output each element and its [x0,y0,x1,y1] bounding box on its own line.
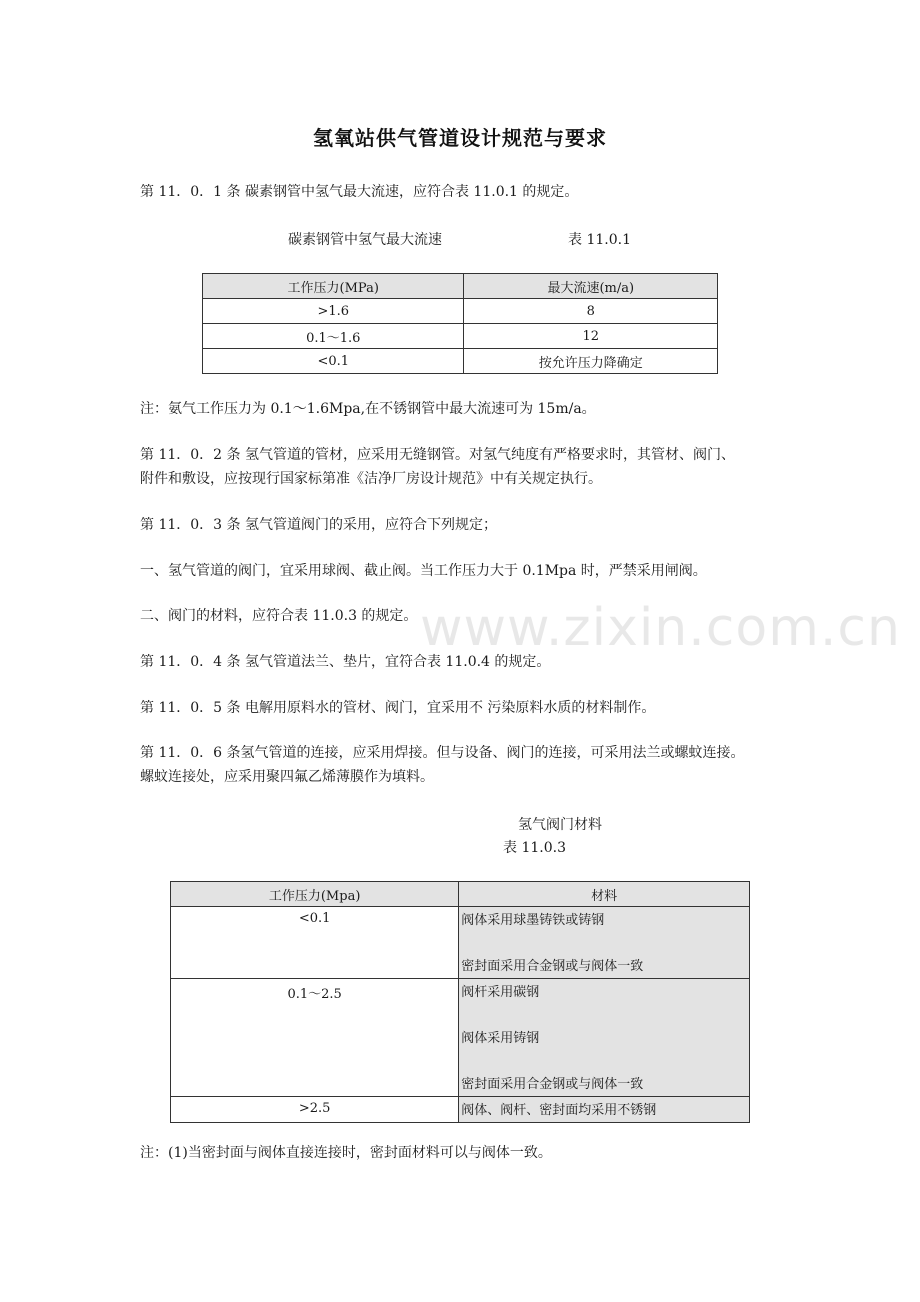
table-row [171,907,750,979]
clause-11-0-3-item-2: 二、阀门的材料，应符合表 11.0.3 的规定。 [140,608,418,624]
clause-11-0-6-line1: 第 11．0．6 条氢气管道的连接，应采用焊接。但与设备、阀门的连接，可采用法兰或螺蚊连接。 [140,745,745,761]
watermark: www.zixin.com.cn [420,598,901,658]
clause-11-0-3: 第 11．0．3 条 氢气管道阀门的采用，应符合下列规定； [140,517,497,533]
table1-number: 表 11.0.1 [568,232,631,248]
column-header: 工作压力(Mpa) [171,882,459,907]
note-2: 注：(1)当密封面与阀体直接连接时，密封面材料可以与阀体一致。 [140,1145,552,1161]
table1-caption: 碳素钢管中氢气最大流速 [288,232,442,248]
clause-11-0-6-line2: 螺蚊连接处，应采用聚四氟乙烯薄膜作为填料。 [140,769,434,785]
material-cell [459,1097,750,1123]
material-line: 密封面采用合金钢或与阀体一致 [461,959,644,974]
velocity-cell: 8 [464,299,718,324]
table-row [171,979,750,1097]
material-line: 阀体采用球墨铸铁或铸钢 [461,913,605,928]
clause-11-0-1: 第 11．0．1 条 碳素钢管中氢气最大流速，应符合表 11.0.1 的规定。 [140,184,579,200]
velocity-cell: 按允许压力降确定 [464,349,718,374]
table-header-row [171,882,750,907]
pressure-cell: >2.5 [171,1097,459,1123]
note-1: 注：氨气工作压力为 0.1～1.6Mpa,在不锈钢管中最大流速可为 15m/a。 [140,401,596,417]
pressure-cell: >1.6 [203,299,464,324]
clause-11-0-3-item-1: 一、氢气管道的阀门，宜采用球阀、截止阀。当工作压力大于 0.1Mpa 时，严禁采用闸阀。 [140,563,707,579]
table-row [171,1097,750,1123]
material-cell [459,979,750,1097]
hydrogen-valve-material-table [170,881,750,1123]
material-line [461,1004,749,1027]
table-row [203,299,718,324]
table-row [203,324,718,349]
table2-caption: 氢气阀门材料 [518,817,602,833]
clause-11-0-2-line2: 附件和敷设，应按现行国家标第准《洁净厂房设计规范》中有关规定执行。 [140,471,602,487]
pressure-cell: 0.1～2.5 [171,979,459,1097]
clause-11-0-4: 第 11．0．4 条 氢气管道法兰、垫片，宜符合表 11.0.4 的规定。 [140,654,551,670]
pressure-cell: <0.1 [171,907,459,979]
material-line: 阀体、阀杆、密封面均采用不锈钢 [461,1103,657,1118]
table-row [203,349,718,374]
table-header-row [203,274,718,299]
clause-11-0-5: 第 11．0．5 条 电解用原料水的管材、阀门，宜采用不 污染原料水质的材料制作。 [140,700,656,716]
velocity-cell: 12 [464,324,718,349]
pressure-cell: 0.1～1.6 [203,324,464,349]
column-header: 材料 [459,882,750,907]
table2-number: 表 11.0.3 [503,840,566,856]
column-header: 最大流速(m/a) [464,274,718,299]
material-cell [459,907,750,979]
document-title: 氢氧站供气管道设计规范与要求 [313,126,607,150]
pressure-cell: <0.1 [203,349,464,374]
material-line [461,1050,749,1073]
material-line: 阀杆采用碳钢 [461,985,540,1000]
clause-11-0-2-line1: 第 11．0．2 条 氢气管道的管材，应采用无缝钢管。对氢气纯度有严格要求时，其管材、阀门、 [140,447,735,463]
material-line: 阀体采用铸钢 [461,1031,540,1046]
material-line [461,932,749,955]
material-line: 密封面采用合金钢或与阀体一致 [461,1077,644,1092]
column-header: 工作压力(MPa) [203,274,464,299]
hydrogen-max-velocity-table [202,273,718,374]
